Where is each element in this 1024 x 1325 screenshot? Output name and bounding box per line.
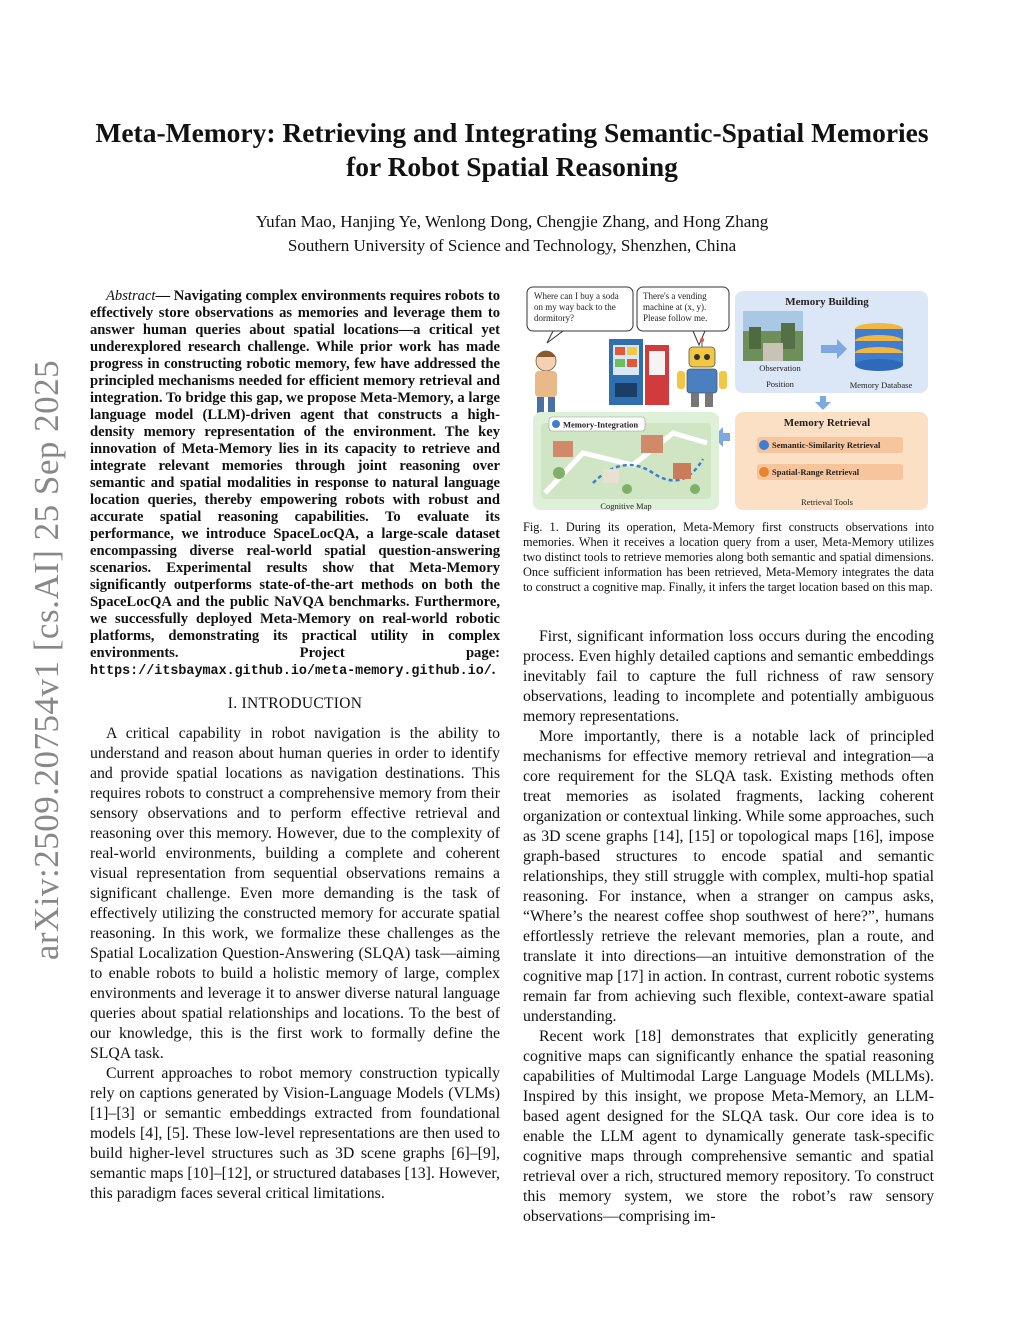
- user-bubble-line-3: dormitory?: [534, 313, 574, 323]
- project-url[interactable]: https://itsbaymax.github.io/meta-memory.github.io/: [90, 664, 492, 679]
- right-paragraph-1: First, significant information loss occurs during the encoding process. Even highly detailed captions and semantic embeddings inevitably fail to capture the full richness of raw sensory observations, leading to incomplete and potentially ambiguous memory representations.: [523, 628, 934, 725]
- memory-integration-label: Memory-Integration: [563, 419, 639, 430]
- title-line-2: for Robot Spatial Reasoning: [346, 151, 678, 182]
- right-paragraph-3: Recent work [18] demonstrates that explicitly generating cognitive maps can significantly enhance the spatial reasoning capabilities of Multimodal Large Language Models (MLLMs). Inspired by this insight, we propose Meta-Memory, an LLM-based agent designed for the SLQA task. Our core idea is to enable the LLM agent to dynamically generate task-specific cognitive maps through comprehensive semantic and spatial retrieval over a rich, structured memory repository. To construct this memory system, we store the robot’s raw sensory observations—comprising im-: [523, 1028, 934, 1225]
- user-figure-icon: [535, 351, 557, 413]
- user-bubble-line-2: on my way back to the: [534, 302, 616, 312]
- memory-building-title: Memory Building: [785, 296, 869, 308]
- robot-icon: [677, 338, 727, 407]
- left-column: [90, 288, 500, 1204]
- position-label: Position: [766, 379, 794, 389]
- robot-bubble-line-3: Please follow me.: [643, 313, 708, 323]
- affiliation: Southern University of Science and Technology, Shenzhen, China: [287, 236, 737, 255]
- abstract: Abstract— Navigating complex environments requires robots to effectively store observations as memories and leverage them to answer human queries about spatial locations—a critical yet underexplored research challenge. While prior work has made progress in constructing robotic memory, few have addressed the principled mechanisms needed for efficient memory retrieval and integration. To bridge this gap, we propose Meta-Memory, a large language model (LLM)-driven agent that constructs a high-density memory representation of the environment. The key innovation of Meta-Memory lies in its capacity to retrieve and integrate relevant memories through joint reasoning over semantic and spatial modalities in response to natural language location queries, thereby empowering robots with robust and accurate spatial reasoning capabilities. To evaluate its performance, we introduce SpaceLocQA, a large-scale dataset encompassing diverse real-world spatial question-answering scenarios. Experimental results show that Meta-Memory significantly outperforms state-of-the-art methods on both the SpaceLocQA and the public NaVQA benchmarks. Furthermore, we successfully deployed Meta-Memory on real-world robotic platforms, demonstrating its practical utility in complex environments. Project page: https://itsbaymax.github.io/meta-memory.github.io/.: [90, 288, 500, 679]
- cognitive-map-label: Cognitive Map: [600, 501, 652, 511]
- cognitive-map-panel: [533, 412, 719, 511]
- right-column: [523, 627, 934, 1227]
- user-bubble-line-1: Where can I buy a soda: [534, 291, 619, 301]
- intro-paragraph-2: Current approaches to robot memory construction typically rely on captions generated by Vision-Language Models (VLMs) [1]–[3] or semantic embeddings extracted from foundational models [4], [5]. These low-level representations are then used to build higher-level structures such as 3D scene graphs [6]–[9], semantic maps [10]–[12], or structured databases [13]. However, this paradigm faces several critical limitations.: [90, 1065, 500, 1202]
- robot-bubble-line-1: There's a vending: [643, 291, 707, 301]
- section-heading-introduction: I. INTRODUCTION: [227, 695, 363, 712]
- abstract-end: .: [491, 662, 496, 678]
- memory-building-panel: [735, 291, 928, 393]
- arrow-down-icon: [815, 396, 831, 410]
- paper-title: [80, 116, 944, 184]
- spatial-retrieval-icon: [759, 467, 769, 477]
- user-speech-bubble: [527, 287, 633, 343]
- robot-bubble-line-2: machine at (x, y).: [643, 302, 707, 312]
- database-icon: [855, 323, 903, 371]
- figure-1: [523, 283, 934, 513]
- memory-retrieval-panel: [735, 412, 928, 510]
- vending-machine-image: [609, 339, 669, 405]
- svg-text:There's a vending mach: [643, 291, 709, 323]
- retrieval-tools-label: Retrieval Tools: [801, 497, 853, 507]
- title-line-1: Meta-Memory: Retrieving and Integrating Semantic-Spatial Memories: [95, 117, 929, 148]
- intro-paragraph-1: A critical capability in robot navigation is the ability to understand and reason about human queries in order to identify and provide spatial locations as navigation destinations. This requires robots to construct a comprehensive memory from their sensory observations and to perform effective retrieval and reasoning over this memory. However, due to the complexity of real-world environments, building a complete and coherent visual representation from sequential observations remains a significant challenge. Even more demanding is the task of effectively utilizing the constructed memory for accurate spatial reasoning. In this work, we formalize these challenges as the Spatial Localization Question-Answering (SLQA) task—aiming to enable robots to build a holistic memory of large, complex environments and leverage it to answer diverse natural language queries about spatial relationships and locations. To the best of our knowledge, this is the first work to formally define the SLQA task.: [90, 725, 500, 1062]
- robot-speech-bubble: [637, 287, 729, 345]
- author-list: Yufan Mao, Hanjing Ye, Wenlong Dong, Chengjie Zhang, and Hong Zhang: [255, 212, 769, 231]
- author-block: [80, 210, 944, 258]
- memory-database-label: Memory Database: [849, 380, 913, 390]
- spatial-retrieval-label: Spatial-Range Retrieval: [772, 467, 860, 477]
- memory-integration-icon: [552, 420, 560, 428]
- semantic-retrieval-label: Semantic-Similarity Retrieval: [772, 440, 881, 450]
- right-paragraph-2: More importantly, there is a notable lack of principled mechanisms for effective memory retrieval and integration—a core requirement for the SLQA task. Existing methods often treat memories as isolated fragments, lacking coherent organization or contextual linking. While some approaches, such as 3D scene graphs [14], [15] or topological maps [16], impose graph-based structures to encode spatial and semantic relationships, they still struggle with complex, multi-hop spatial reasoning. For instance, when a stranger on campus asks, “Where’s the nearest coffee shop southwest of here?”, humans effortlessly retrieve the relevant memories, plan a route, and translate it into directions—an intuitive demonstration of the cognitive map [17] in action. In contrast, current robotic systems remain far from achieving such flexible, context-aware spatial understanding.: [523, 728, 934, 1025]
- arxiv-identifier-text: arXiv:2509.20754v1 [cs.AI] 25 Sep 2025: [27, 359, 66, 961]
- semantic-retrieval-icon: [759, 440, 769, 450]
- memory-retrieval-title: Memory Retrieval: [783, 417, 871, 429]
- arxiv-identifier: [12, 360, 82, 960]
- abstract-label: Abstract: [106, 288, 156, 304]
- observation-label: Observation: [759, 363, 801, 373]
- abstract-text: Navigating complex environments requires robots to effectively store observations as memories and leverage them to answer human queries about spatial locations—a critical yet underexplored research challenge. While prior work has made progress in constructing robotic memory, few have addressed the principled mechanisms needed for efficient memory retrieval and integration. To bridge this gap, we propose Meta-Memory, a large language model (LLM)-driven agent that constructs a high-density memory representation of the environment. The key innovation of Meta-Memory lies in its capacity to retrieve and integrate relevant memories through joint reasoning over semantic and spatial modalities in response to natural language location queries, thereby empowering robots with robust and accurate spatial reasoning capabilities. To evaluate its performance, we introduce SpaceLocQA, a large-scale dataset encompassing diverse real-world spatial question-answering scenarios. Experimental results show that Meta-Memory significantly outperforms state-of-the-art methods on both the SpaceLocQA and the public NaVQA benchmarks. Furthermore, we successfully deployed Meta-Memory on real-world robotic platforms, demonstrating its practical utility in complex environments. Project page:: [90, 288, 500, 661]
- figure-1-caption: Fig. 1. During its operation, Meta-Memory first constructs observations into memories. When it receives a location query from a user, Meta-Memory utilizes two distinct tools to retrieve memories along both semantic and spatial dimensions. Once sufficient information has been retrieved, Meta-Memory integrates the data to construct a cognitive map. Finally, it infers the target location based on this map.: [523, 520, 934, 594]
